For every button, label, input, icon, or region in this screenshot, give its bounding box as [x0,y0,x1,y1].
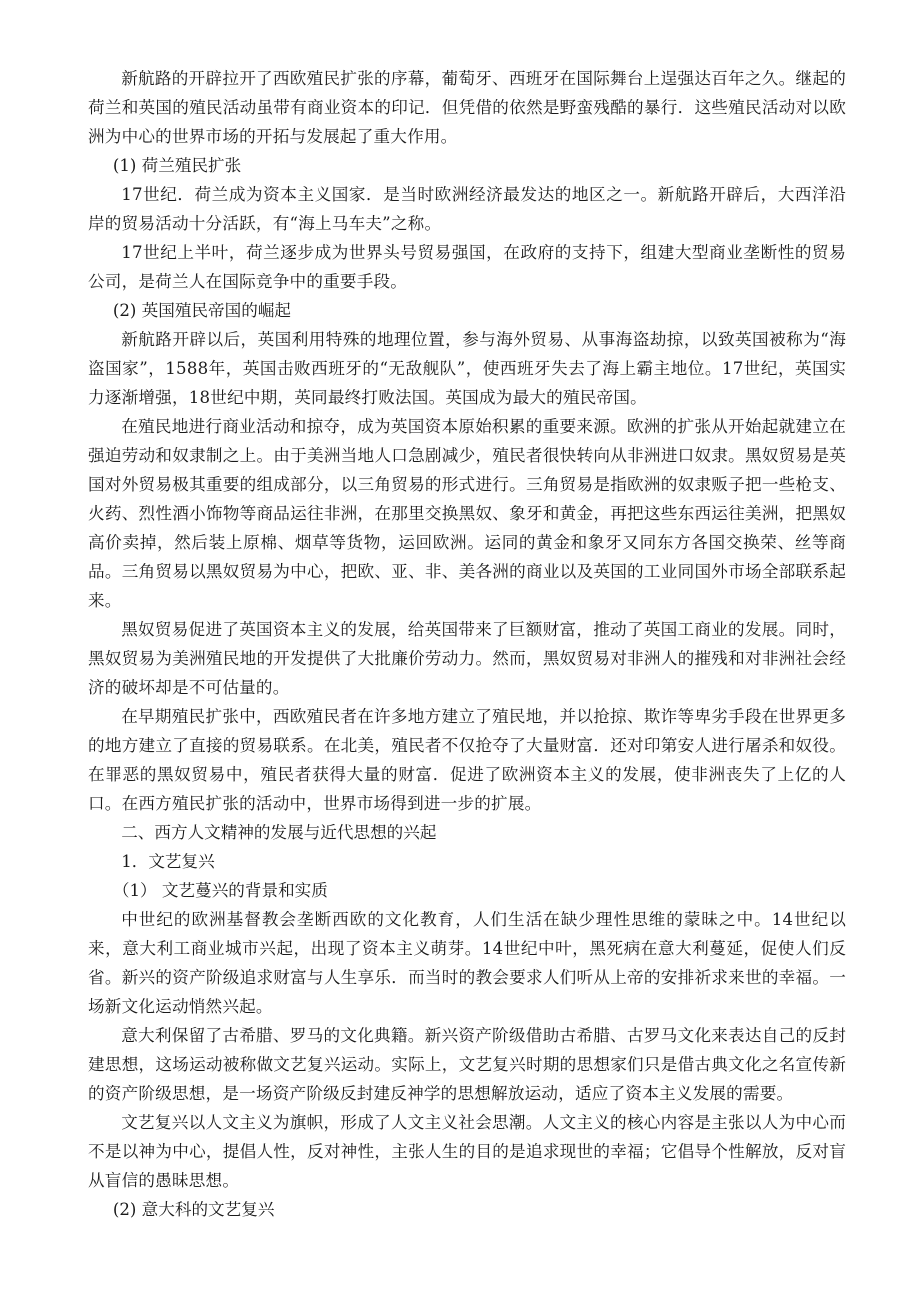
paragraph-humanism: 文艺复兴以人文主义为旗帜，形成了人文主义社会思潮。人文主义的核心内容是主张以人为中心而不是以神为中心，提倡人性，反对神性，主张人生的目的是追求现世的幸福；它倡导个性解放，反对盲从盲信的愚昧思想。 [88,1113,846,1190]
paragraph-medieval-europe: 中世纪的欧洲基督教会垄断西欧的文化教育，人们生活在缺少理性思维的蒙昧之中。14世纪以来，意大利工商业城市兴起，出现了资本主义萌芽。14世纪中叶，黑死病在意大利蔓延，促使人们反省。新兴的资产阶级追求财富与人生享乐．而当时的教会要求人们听从上帝的安排祈求来世的幸福。一场新文化运动悄然兴起。 [88,910,846,1016]
heading-renaissance-background: （1） 文艺蔓兴的背景和实质 [112,881,328,900]
paragraph-renaissance-nature: 意大利保留了古希腊、罗马的文化典籍。新兴资产阶级借助古希腊、古罗马文化来表达自己的反封建思想，这场运动被称做文艺复兴运动。实际上，文艺复兴时期的思想家们只是借古典文化之名宣传新的资产阶级思想，是一场资产阶级反封建反神学的思想解放运动，适应了资本主义发展的需要。 [88,1026,846,1103]
heading-section-two: 二、西方人文精神的发展与近代思想的兴起 [121,823,437,842]
heading-renaissance: 1．文艺复兴 [121,852,215,871]
paragraph-dutch-17c: 17世纪．荷兰成为资本主义国家．是当时欧洲经济最发达的地区之一。新航路开辟后，大西洋沿岸的贸易活动十分活跃，有“海上马车夫”之称。 [88,185,846,233]
heading-dutch-expansion: (1) 荷兰殖民扩张 [112,156,242,175]
paragraph-slave-trade-impact: 黑奴贸易促进了英国资本主义的发展，给英国带来了巨额财富，推动了英国工商业的发展。同时，黑奴贸易为美洲殖民地的开发提供了大批廉价劳动力。然而，黑奴贸易对非洲人的摧残和对非洲社会经济的破坏却是不可估量的。 [88,620,846,697]
paragraph-early-colonial: 在早期殖民扩张中，西欧殖民者在许多地方建立了殖民地，并以抢掠、欺诈等卑劣手段在世界更多的地方建立了直接的贸易联系。在北美，殖民者不仅抢夺了大量财富．还对印第安人进行屠杀和奴役。在罪恶的黑奴贸易中，殖民者获得大量的财富．促进了欧洲资本主义的发展，使非洲丧失了上亿的人口。在西方殖民扩张的活动中，世界市场得到进一步的扩展。 [88,707,846,813]
paragraph-triangle-trade: 在殖民地进行商业活动和掠夺，成为英国资本原始积累的重要来源。欧洲的扩张从开始起就建立在强迫劳动和奴隶制之上。由于美洲当地人口急剧减少，殖民者很快转向从非洲进口奴隶。黑奴贸易是英国对外贸易极其重要的组成部分，以三角贸易的形式进行。三角贸易是指欧洲的奴隶贩子把一些枪支、火药、烈性酒小饰物等商品运往非洲，在那里交换黑奴、象牙和黄金，再把这些东西运往美洲，把黑奴高价卖掉，然后装上原棉、烟草等货物，运回欧洲。运同的黄金和象牙又同东方各国交换荣、丝等商品。三角贸易以黑奴贸易为中心，把欧、亚、非、美各洲的商业以及英国的工业同国外市场全部联系起来。 [88,417,846,610]
heading-italian-renaissance: (2) 意大科的文艺复兴 [112,1200,275,1219]
paragraph-british-rise: 新航路开辟以后，英国利用特殊的地理位置，参与海外贸易、从事海盗劫掠，以致英国被称为“海盗国家”，1588年，英国击败西班牙的“无敌舰队”，使西班牙失去了海上霸主地位。17世纪，英国实力逐渐增强，18世纪中期，英同最终打败法国。英国成为最大的殖民帝国。 [88,330,846,407]
paragraph-dutch-trade-power: 17世纪上半叶，荷兰逐步成为世界头号贸易强国，在政府的支持下，组建大型商业垄断性的贸易公司，是荷兰人在国际竞争中的重要手段。 [88,243,846,291]
paragraph-colonial-intro: 新航路的开辟拉开了西欧殖民扩张的序幕，葡萄牙、西班牙在国际舞台上逞强达百年之久。继起的荷兰和英国的殖民活动虽带有商业资本的印记．但凭借的依然是野蛮残酷的暴行．这些殖民活动对以欧洲为中心的世界市场的开拓与发展起了重大作用。 [88,69,846,146]
heading-british-empire: (2) 英国殖民帝国的崛起 [112,301,292,320]
